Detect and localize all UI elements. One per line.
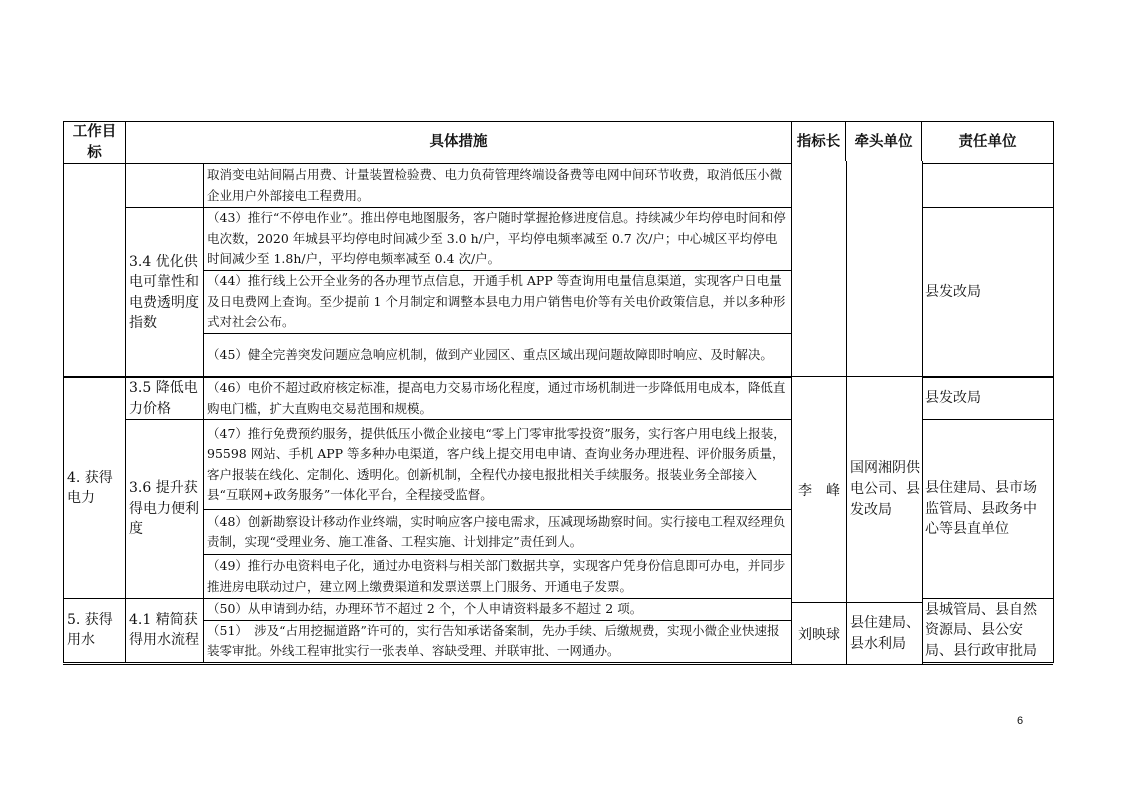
- lead-overlay-4: [791, 377, 923, 602]
- goal-cell-empty: [64, 164, 126, 378]
- sub-goal-3-5: 3.5 降低电力价格: [126, 378, 204, 420]
- divider: [846, 161, 847, 376]
- measure-cell: 取消变电站间隔占用费、计量装置检验费、电力负荷管理终端设备费等电网中间环节收费，取消低压小微企业用户外部接电工程费用。: [204, 164, 792, 208]
- indicator-lead-5: 刘映球: [798, 627, 840, 643]
- responsible-unit-3-5: 县发改局: [922, 378, 1054, 420]
- lead-unit-5: 县住建局、县水利局: [850, 615, 920, 652]
- header-goal: 工作目标: [64, 122, 126, 164]
- responsible-unit-3-6: 县住建局、县市场监管局、县政务中心等县直单位: [922, 420, 1054, 599]
- header-indicator-lead: 指标长: [792, 122, 846, 164]
- measure-51: （51） 涉及“占用挖掘道路”许可的，实行告知承诺备案制，先办手续、后缴规费，实现小微企业快速报装零审批。外线工程审批实行一张表单、容缺受理、并联审批、一网通办。: [204, 620, 792, 662]
- measure-44: （44）推行线上公开全业务的各办理节点信息，开通手机 APP 等查询用电量信息渠道，实现客户日电量及日电费网上查询。至少提前 1 个月制定和调整本县电力用户销售电价等有关电价政策信息，并以多种形式对社会公布。: [204, 271, 792, 334]
- measure-47: （47）推行免费预约服务，提供低压小微企业接电“零上门零审批零投资”服务，实行客户用电线上报装，95598 网站、手机 APP 等多种办电渠道，客户线上提交用电申请、查询业务办理进程、评价服务质量，客户报装在线化、定制化、透明化。创新机制，全程代办接电报批相关手续服务。报装业务全部接入县“互联网+政务服务”一体化平台，全程接受监督。: [204, 420, 792, 510]
- sub-goal-3-4: 3.4 优化供电可靠性和电费透明度指数: [126, 208, 204, 378]
- goal-5: 5. 获得用水: [64, 599, 126, 663]
- indicator-lead-4: 李 峰: [798, 482, 840, 499]
- divider: [846, 377, 847, 602]
- header-measures: 具体措施: [126, 122, 792, 164]
- sub-goal-4-1: 4.1 精简获得用水流程: [126, 599, 204, 663]
- lead-overlay-top: [791, 161, 923, 376]
- measure-50: （50）从申请到办结，办理环节不超过 2 个，个人申请资料最多不超过 2 项。: [204, 599, 792, 621]
- sub-goal-cell-empty: [126, 164, 204, 208]
- header-row: [64, 122, 1054, 164]
- responsible-unit-4-1: 县城管局、县自然资源局、县公安局、县行政审批局: [922, 599, 1054, 663]
- lead-unit-4: 国网湘阴供电公司、县发改局: [850, 460, 920, 518]
- lead-overlay-5: [791, 602, 923, 665]
- measure-48: （48）创新勘察设计移动作业终端，实时响应客户接电需求，压减现场勘察时间。实行接电工程双经理负责制，实现“受理业务、施工准备、工程实施、计划排定”责任到人。: [204, 510, 792, 555]
- measure-45: （45）健全完善突发问题应急响应机制，做到产业园区、重点区域出现问题故障即时响应、及时解决。: [204, 334, 792, 377]
- goal-4: 4. 获得电力: [64, 378, 126, 599]
- sub-goal-3-6: 3.6 提升获得电力便利度: [126, 420, 204, 599]
- measure-43: （43）推行“不停电作业”。推出停电地图服务，客户随时掌握抢修进度信息。持续减少年均停电时间和停电次数，2020 年城县平均停电时间减少至 3.0 h/户，平均停电频率减至 0.7 次/户；中心城区平均停电时间减少至 1.8h/户，平均停电频率减至 0.4 次/户。: [204, 208, 792, 271]
- header-responsible-unit: 责任单位: [922, 122, 1054, 164]
- responsible-unit-3-4: 县发改局: [922, 208, 1054, 378]
- page-number: 6: [1017, 715, 1024, 727]
- header-lead-unit: 牵头单位: [846, 122, 922, 164]
- goal-divider: [63, 376, 1053, 377]
- responsible-unit-cell-empty: [922, 164, 1054, 208]
- measure-49: （49）推行办电资料电子化，通过办电资料与相关部门数据共享，实现客户凭身份信息即可办电，并同步推进房电联动过户，建立网上缴费渠道和发票送票上门服务、开通电子发票。: [204, 555, 792, 599]
- divider: [846, 603, 847, 665]
- table-bottom-border: [63, 664, 1053, 665]
- measure-46: （46）电价不超过政府核定标准，提高电力交易市场化程度，通过市场机制进一步降低用电成本，降低直购电门槛，扩大直购电交易范围和规模。: [204, 378, 792, 420]
